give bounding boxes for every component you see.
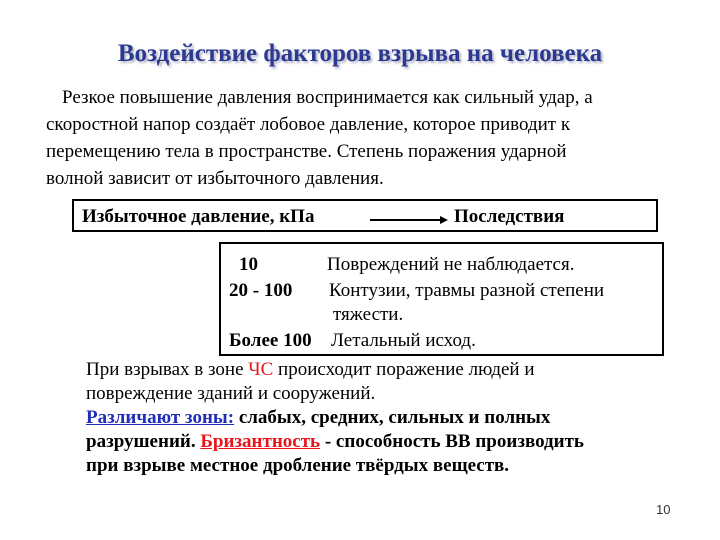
header-consequences-label: Последствия <box>454 206 565 227</box>
bottom-line-1: При взрывах в зоне ЧС происходит поражение людей и <box>86 359 535 380</box>
page-number: 10 <box>656 502 671 517</box>
intro-line-4: волной зависит от избыточного давления. <box>46 168 384 189</box>
row-pressure-value: 10 <box>239 254 258 275</box>
pressure-table <box>219 242 664 356</box>
row-consequence: Летальный исход. <box>331 330 476 351</box>
arrow-right-icon <box>370 215 448 225</box>
intro-paragraph <box>46 84 688 192</box>
intro-line-3: перемещению тела в пространстве. Степень поражения ударной <box>46 141 567 162</box>
table-header-box <box>72 199 658 232</box>
row-pressure-value: Более 100 <box>229 330 312 351</box>
row-consequence-continued: тяжести. <box>333 304 404 325</box>
row-pressure-value: 20 - 100 <box>229 280 293 301</box>
row-consequence: Повреждений не наблюдается. <box>327 254 575 275</box>
bottom-line-2: повреждение зданий и сооружений. <box>86 383 376 404</box>
cs-abbreviation: ЧС <box>248 359 274 380</box>
header-pressure-label: Избыточное давление, кПа <box>82 206 315 227</box>
intro-line-1: Резкое повышение давления воспринимается как сильный удар, а <box>62 87 593 108</box>
bottom-paragraph <box>86 358 676 478</box>
bottom-line-3: Различают зоны: слабых, средних, сильных и полных <box>86 407 551 428</box>
bottom-line-5: при взрыве местное дробление твёрдых веществ. <box>86 455 510 476</box>
bottom-line-4: разрушений. Бризантность - способность ВВ производить <box>86 431 584 452</box>
brizance-term: Бризантность <box>200 431 321 452</box>
row-consequence: Контузии, травмы разной степени <box>329 280 605 301</box>
slide-title: Воздействие факторов взрыва на человека <box>117 40 603 67</box>
intro-line-2: скоростной напор создаёт лобовое давление, которое приводит к <box>46 114 571 135</box>
zones-term: Различают зоны: <box>86 407 235 428</box>
